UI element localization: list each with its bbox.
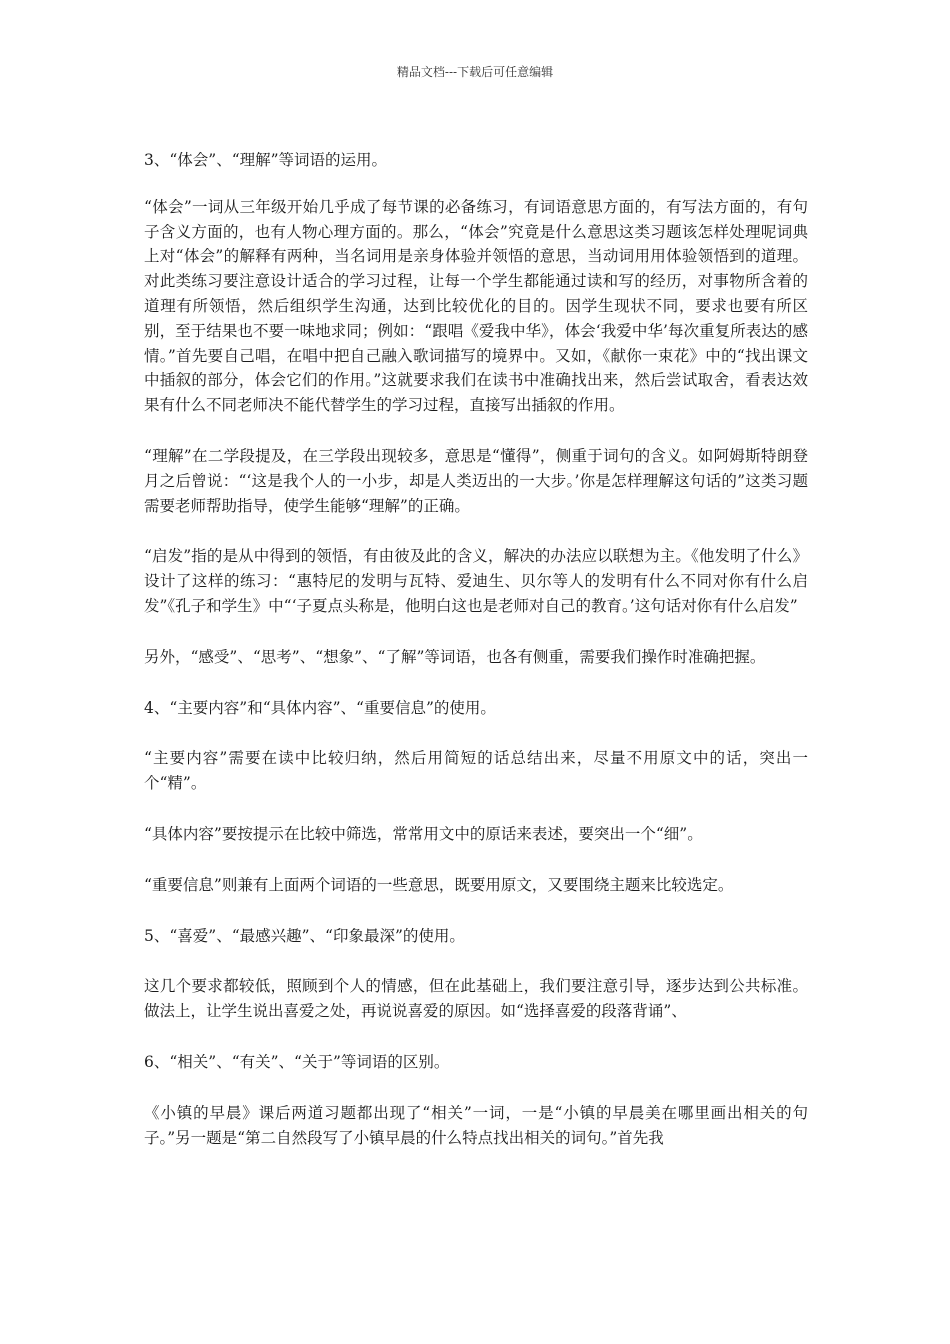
section-heading-6: 6、“相关”、“有关”、“关于”等词语的区别。 [144,1052,450,1071]
section-heading-5: 5、“喜爱”、“最感兴趣”、“印象最深”的使用。 [144,926,465,945]
paragraph-related: 《小镇的早晨》课后两道习题都出现了“相关”一词，一是“小镇的早晨美在哪里画出相关的句子。”另一题是“第二自然段写了小镇早晨的什么特点找出相关的词句。”首先我 [144,1103,808,1147]
section-heading-4: 4、“主要内容”和“具体内容”、“重要信息”的使用。 [144,698,496,717]
paragraph-key-info: “重要信息”则兼有上面两个词语的一些意思，既要用原文，又要围绕主题来比较选定。 [144,875,734,894]
page-header: 精品文档---下载后可任意编辑 [396,65,554,79]
paragraph-specific-content: “具体内容”要按提示在比较中筛选，常常用文中的原话来表述，要突出一个“细”。 [144,824,703,843]
paragraph-lijie: “理解”在二学段提及，在三学段出现较多，意思是“懂得”，侧重于词句的含义。如阿姆斯特朗登月之后曾说：“‘这是我个人的一小步，却是人类迈出的一大步。’你是怎样理解这句话的”这类习题需要老师帮助指导，使学生能够“理解”的正确。 [144,446,808,515]
paragraph-other-terms: 另外，“感受”、“思考”、“想象”、“了解”等词语，也各有侧重，需要我们操作时准确把握。 [144,647,766,666]
section-heading-3: 3、“体会”、“理解”等词语的运用。 [144,151,388,169]
document-body [144,148,808,1150]
paragraph-preference: 这几个要求都较低，照顾到个人的情感，但在此基础上，我们要注意引导，逐步达到公共标准。做法上，让学生说出喜爱之处，再说说喜爱的原因。如“选择喜爱的段落背诵”、 [144,977,808,1021]
paragraph-tihui: “体会”一词从三年级开始几乎成了每节课的必备练习，有词语意思方面的，有写法方面的，有句子含义方面的，也有人物心理方面的。那么，“体会”究竟是什么意思这类习题该怎样处理呢词典上对“体会”的解释有两种，当名词用是亲身体验并领悟的意思，当动词用用体验领悟到的道理。对此类练习要注意设计适合的学习过程，让每一个学生都能通过读和写的经历，对事物所含着的道理有所领悟，然后组织学生沟通，达到比较优化的目的。因学生现状不同，要求也要有所区别，至于结果也不要一味地求同；例如：“跟唱《爱我中华》，体会‘我爱中华’每次重复所表达的感情。”首先要自己唱，在唱中把自己融入歌词描写的境界中。又如，《献你一束花》中的“找出课文中插叙的部分，体会它们的作用。”这就要求我们在读书中准确找出来，然后尝试取舍，看表达效果有什么不同老师决不能代替学生的学习过程，直接写出插叙的作用。 [144,197,808,415]
paragraph-main-content: “主要内容”需要在读中比较归纳，然后用简短的话总结出来，尽量不用原文中的话，突出一个“精”。 [144,749,808,793]
paragraph-qifa: “启发”指的是从中得到的领悟，有由彼及此的含义，解决的办法应以联想为主。《他发明了什么》设计了这样的练习：“惠特尼的发明与瓦特、爱迪生、贝尔等人的发明有什么不同对你有什么启发”《孔子和学生》中“‘子夏点头称是，他明白这也是老师对自己的教育。’这句话对你有什么启发” [144,547,808,615]
